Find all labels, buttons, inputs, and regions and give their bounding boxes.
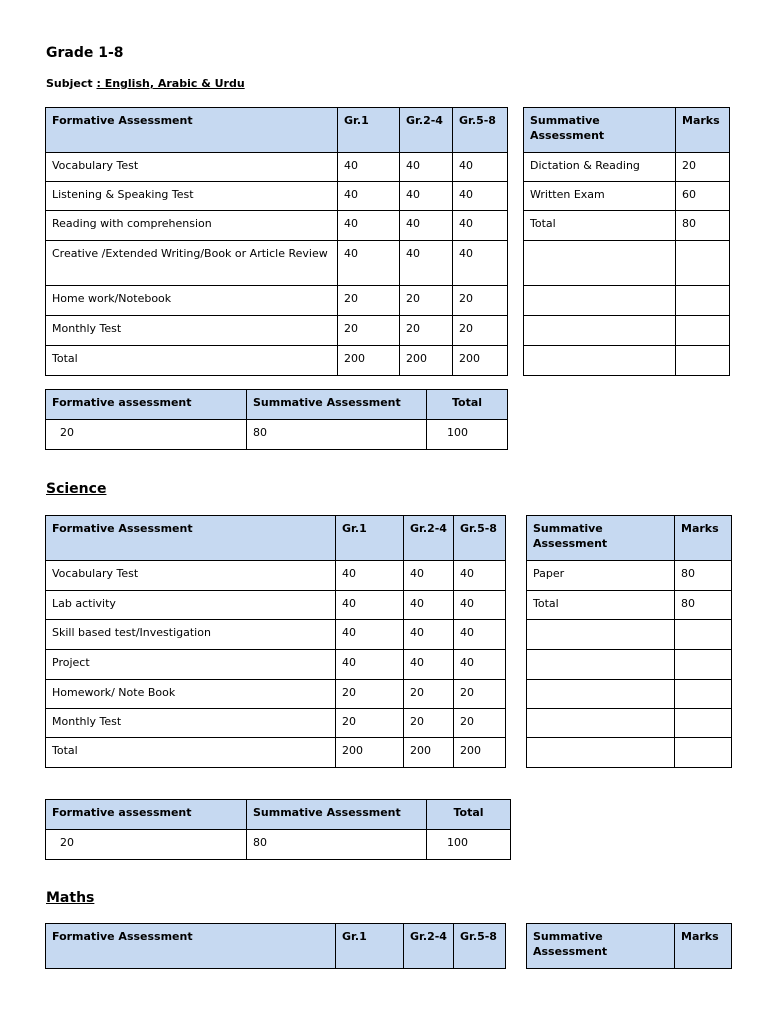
table-cell: 40 (400, 211, 453, 241)
table-row (46, 650, 506, 680)
table-cell: 20 (338, 316, 400, 346)
table-row (46, 241, 508, 286)
table-cell: 20 (453, 316, 508, 346)
table-row (524, 182, 730, 211)
table-cell: 100 (427, 420, 508, 450)
table-cell (676, 346, 730, 376)
table-cell: 20 (404, 680, 454, 709)
table-cell (524, 286, 676, 316)
science-summative-table (526, 515, 732, 768)
table-cell: Dictation & Reading (524, 153, 676, 182)
col-header: Formative Assessment (46, 924, 336, 969)
table-cell: 200 (404, 738, 454, 768)
table-cell: Paper (527, 561, 675, 591)
table-row (524, 316, 730, 346)
col-header: Gr.1 (338, 108, 400, 153)
table-row (524, 241, 730, 286)
table-cell: Monthly Test (46, 709, 336, 738)
table-cell: 40 (453, 241, 508, 286)
table-row (527, 738, 732, 768)
table-header-row (46, 924, 506, 969)
table-cell: 40 (453, 211, 508, 241)
table-row (524, 286, 730, 316)
table-cell (527, 620, 675, 650)
col-header: Summative Assessment (527, 924, 675, 969)
table-cell: 40 (338, 241, 400, 286)
col-header: Gr.5-8 (454, 924, 506, 969)
table-cell: 40 (454, 591, 506, 620)
english-summary-table (45, 389, 508, 450)
col-header: Summative Assessment (247, 390, 427, 420)
table-row (46, 620, 506, 650)
table-header-row (46, 800, 511, 830)
table-header-row (46, 390, 508, 420)
col-header: Total (427, 390, 508, 420)
col-header: Gr.2-4 (404, 924, 454, 969)
col-header: Gr.2-4 (404, 516, 454, 561)
table-cell: 40 (338, 211, 400, 241)
maths-summative-table (526, 923, 732, 969)
table-row (46, 316, 508, 346)
table-cell: 20 (336, 709, 404, 738)
table-row (46, 153, 508, 182)
table-cell: 40 (400, 241, 453, 286)
table-cell: 40 (454, 620, 506, 650)
english-formative-table (45, 107, 508, 376)
col-header: Formative assessment (46, 390, 247, 420)
table-cell: 40 (338, 153, 400, 182)
table-cell: 80 (675, 561, 732, 591)
table-row (46, 591, 506, 620)
table-row (46, 182, 508, 211)
col-header: Summative Assessment (247, 800, 427, 830)
table-cell: 80 (247, 830, 427, 860)
table-cell: 20 (46, 420, 247, 450)
table-row (527, 561, 732, 591)
table-cell: Written Exam (524, 182, 676, 211)
table-cell: 40 (404, 591, 454, 620)
col-header: Total (427, 800, 511, 830)
table-cell (675, 709, 732, 738)
section-title-science: Science (46, 481, 107, 497)
table-cell: Total (527, 591, 675, 620)
col-header: Formative Assessment (46, 108, 338, 153)
table-row (46, 211, 508, 241)
table-row (46, 830, 511, 860)
col-header: Gr.2-4 (400, 108, 453, 153)
subject-line (46, 77, 245, 90)
table-cell: 40 (453, 182, 508, 211)
table-cell: 60 (676, 182, 730, 211)
table-cell: 80 (247, 420, 427, 450)
col-header: Marks (676, 108, 730, 153)
table-cell: 200 (454, 738, 506, 768)
table-header-row (46, 108, 508, 153)
table-cell (676, 316, 730, 346)
table-row (527, 650, 732, 680)
table-cell: 40 (336, 561, 404, 591)
table-cell: 200 (338, 346, 400, 376)
table-cell: 20 (454, 709, 506, 738)
table-cell (524, 241, 676, 286)
subject-label: Subject (46, 77, 97, 90)
col-header: Gr.5-8 (453, 108, 508, 153)
table-cell: 40 (400, 182, 453, 211)
table-cell (524, 316, 676, 346)
section-title-maths: Maths (46, 890, 95, 906)
table-cell (527, 709, 675, 738)
table-cell: 40 (400, 153, 453, 182)
table-cell (524, 346, 676, 376)
table-cell (527, 738, 675, 768)
table-header-row (527, 924, 732, 969)
table-cell: 40 (336, 620, 404, 650)
table-cell: Home work/Notebook (46, 286, 338, 316)
table-cell: Total (524, 211, 676, 241)
table-cell: Vocabulary Test (46, 561, 336, 591)
table-cell (676, 286, 730, 316)
table-cell: Project (46, 650, 336, 680)
table-cell (675, 738, 732, 768)
table-cell (675, 680, 732, 709)
table-cell: 20 (404, 709, 454, 738)
table-total-row (527, 591, 732, 620)
table-cell: 40 (336, 650, 404, 680)
col-header: Summative Assessment (527, 516, 675, 561)
table-cell: 40 (336, 591, 404, 620)
table-cell: Monthly Test (46, 316, 338, 346)
table-cell: Total (46, 346, 338, 376)
col-header: Gr.5-8 (454, 516, 506, 561)
maths-formative-table (45, 923, 506, 969)
table-cell: 200 (453, 346, 508, 376)
table-cell: Vocabulary Test (46, 153, 338, 182)
table-cell: 20 (453, 286, 508, 316)
table-cell (527, 680, 675, 709)
table-cell: 80 (676, 211, 730, 241)
table-cell: 40 (338, 182, 400, 211)
table-header-row (527, 516, 732, 561)
table-header-row (524, 108, 730, 153)
col-header: Formative assessment (46, 800, 247, 830)
table-cell (675, 620, 732, 650)
table-cell: 20 (336, 680, 404, 709)
table-row (524, 153, 730, 182)
col-header: Formative Assessment (46, 516, 336, 561)
table-cell: 20 (46, 830, 247, 860)
table-cell: 100 (427, 830, 511, 860)
table-cell: Homework/ Note Book (46, 680, 336, 709)
table-row (46, 286, 508, 316)
col-header: Marks (675, 924, 732, 969)
table-cell: 40 (404, 650, 454, 680)
col-header: Gr.1 (336, 924, 404, 969)
table-cell: 20 (400, 286, 453, 316)
table-cell (527, 650, 675, 680)
table-cell (675, 650, 732, 680)
page-title: Grade 1-8 (46, 45, 124, 61)
science-formative-table (45, 515, 506, 768)
table-cell: Total (46, 738, 336, 768)
table-row (46, 680, 506, 709)
table-cell: 80 (675, 591, 732, 620)
table-row (527, 680, 732, 709)
table-header-row (46, 516, 506, 561)
table-total-row (524, 211, 730, 241)
english-summative-table (523, 107, 730, 376)
table-cell: 200 (400, 346, 453, 376)
table-cell: Lab activity (46, 591, 336, 620)
col-header: Marks (675, 516, 732, 561)
science-summary-table (45, 799, 511, 860)
table-cell: 40 (453, 153, 508, 182)
table-cell: 20 (454, 680, 506, 709)
table-total-row (46, 738, 506, 768)
table-row (46, 420, 508, 450)
table-cell: 20 (676, 153, 730, 182)
table-cell: 40 (404, 620, 454, 650)
table-cell: Creative /Extended Writing/Book or Article Review (46, 241, 338, 286)
table-row (46, 709, 506, 738)
table-cell: 40 (454, 561, 506, 591)
col-header: Summative Assessment (524, 108, 676, 153)
table-total-row (46, 346, 508, 376)
table-row (46, 561, 506, 591)
table-cell: Skill based test/Investigation (46, 620, 336, 650)
table-cell (676, 241, 730, 286)
table-cell: 20 (338, 286, 400, 316)
table-cell: 40 (404, 561, 454, 591)
table-cell: 20 (400, 316, 453, 346)
table-cell: Reading with comprehension (46, 211, 338, 241)
subject-value: : English, Arabic & Urdu (96, 77, 245, 90)
col-header: Gr.1 (336, 516, 404, 561)
table-cell: 200 (336, 738, 404, 768)
table-cell: 40 (454, 650, 506, 680)
table-row (524, 346, 730, 376)
table-row (527, 620, 732, 650)
table-row (527, 709, 732, 738)
table-cell: Listening & Speaking Test (46, 182, 338, 211)
